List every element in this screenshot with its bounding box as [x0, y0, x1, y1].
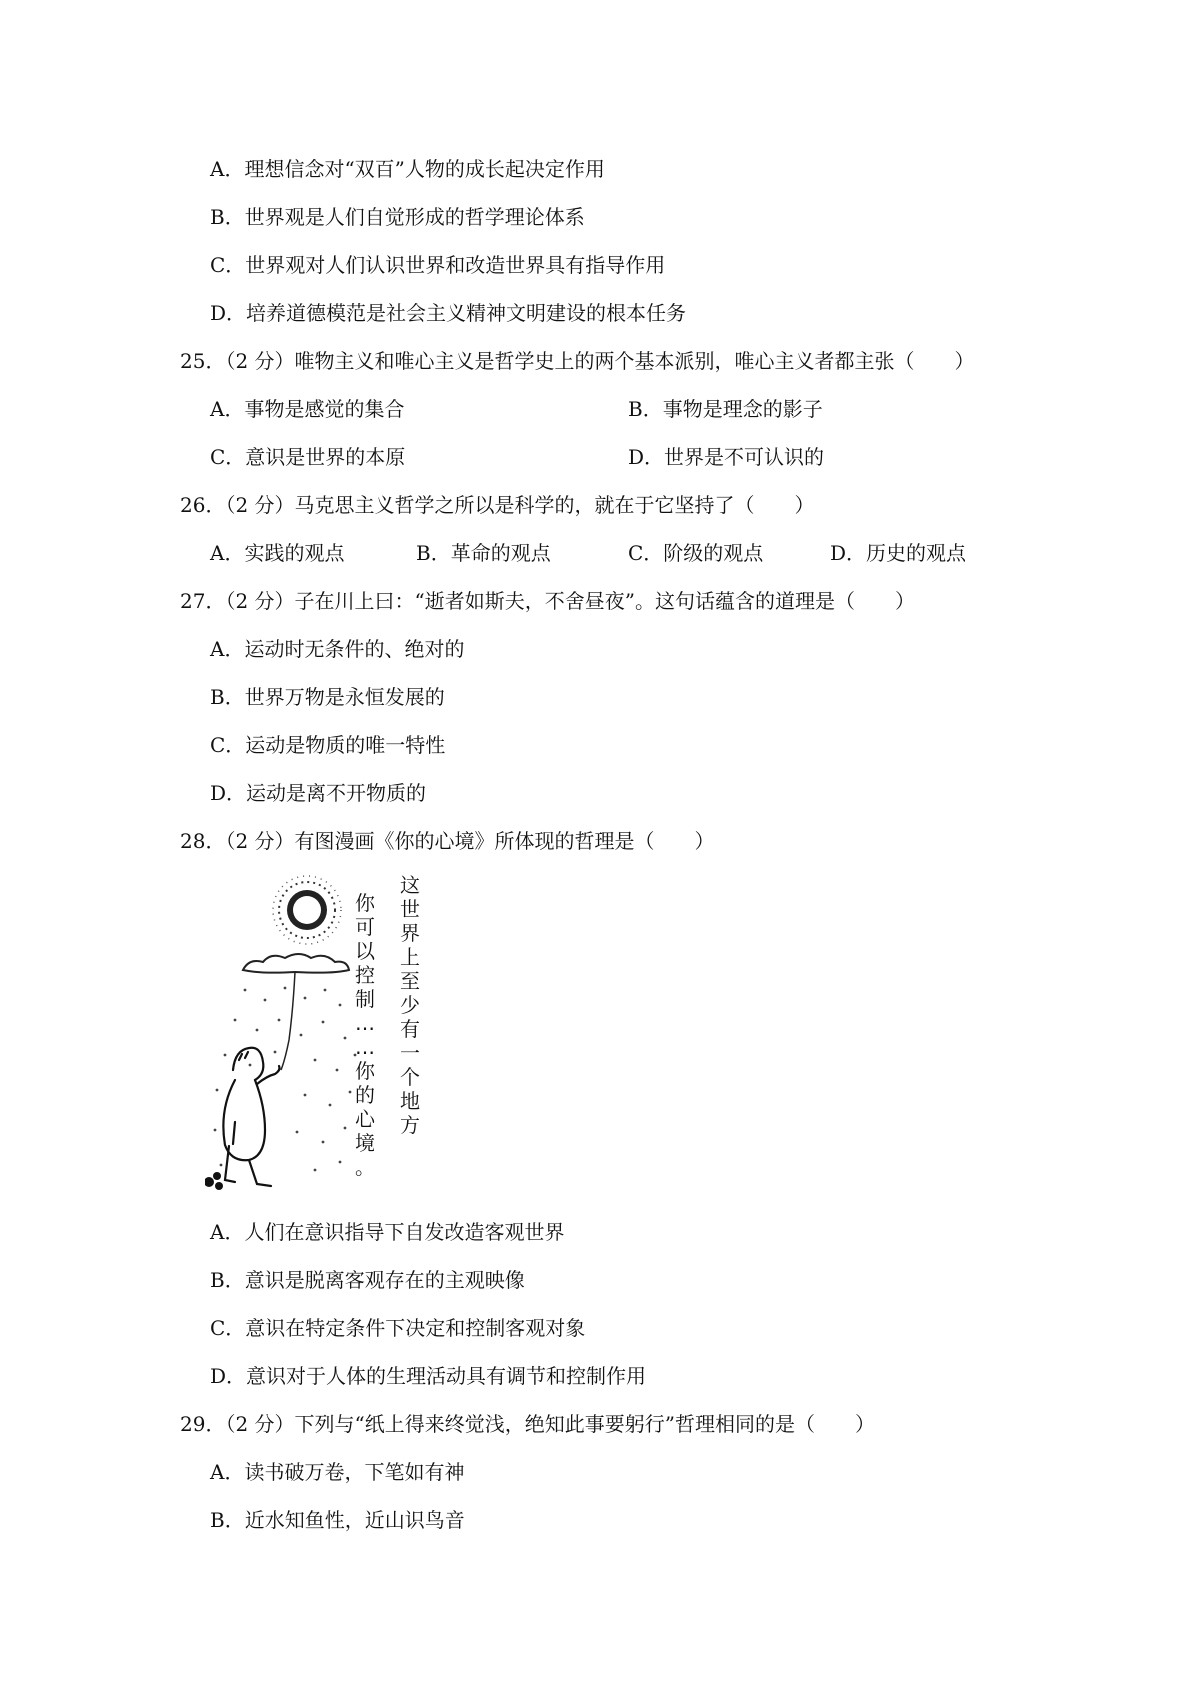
q25-option-b: B．事物是理念的影子	[628, 397, 823, 421]
q28-option-d: D．意识对于人体的生理活动具有调节和控制作用	[210, 1364, 647, 1388]
q28-option-a: A．人们在意识指导下自发改造客观世界	[210, 1220, 565, 1244]
q24-option-c: C．世界观对人们认识世界和改造世界具有指导作用	[210, 253, 666, 277]
kite-string	[281, 972, 295, 1070]
q27-option-c: C．运动是物质的唯一特性	[210, 733, 446, 757]
q27-option-a: A．运动时无条件的、绝对的	[210, 637, 465, 661]
q27-stem: 27．（2 分）子在川上曰：“逝者如斯夫，不舍昼夜”。这句话蕴含的道理是（ ）	[180, 589, 915, 613]
q26-option-b: B．革命的观点	[416, 541, 551, 565]
flower-icon	[205, 1172, 223, 1190]
q27-option-b: B．世界万物是永恒发展的	[210, 685, 445, 709]
cartoon-text-column-2: 你可以控制… …你的心境。	[355, 891, 375, 1179]
q28-option-b: B．意识是脱离客观存在的主观映像	[210, 1268, 525, 1292]
cloud-icon	[243, 954, 349, 973]
sun-icon	[273, 876, 341, 944]
q29-option-a: A．读书破万卷，下笔如有神	[210, 1460, 465, 1484]
person-figure	[223, 1048, 279, 1186]
cartoon-your-mood	[205, 870, 465, 1200]
q29-stem: 29．（2 分）下列与“纸上得来终觉浅，绝知此事要躬行”哲理相同的是（ ）	[180, 1412, 875, 1436]
q25-option-a: A．事物是感觉的集合	[210, 397, 405, 421]
q24-option-a: A．理想信念对“双百”人物的成长起决定作用	[210, 157, 605, 181]
q28-stem: 28．（2 分）有图漫画《你的心境》所体现的哲理是（ ）	[180, 829, 715, 853]
cartoon-text-column-1: 这世界上至少有一个地方	[400, 873, 420, 1137]
q28-option-c: C．意识在特定条件下决定和控制客观对象	[210, 1316, 586, 1340]
q27-option-d: D．运动是离不开物质的	[210, 781, 427, 805]
q25-stem: 25．（2 分）唯物主义和唯心主义是哲学史上的两个基本派别，唯心主义者都主张（ ）	[180, 349, 975, 373]
q24-option-b: B．世界观是人们自觉形成的哲学理论体系	[210, 205, 585, 229]
q29-option-b: B．近水知鱼性，近山识鸟音	[210, 1508, 465, 1532]
q26-stem: 26．（2 分）马克思主义哲学之所以是科学的，就在于它坚持了（ ）	[180, 493, 815, 517]
q24-option-d: D．培养道德模范是社会主义精神文明建设的根本任务	[210, 301, 687, 325]
q25-option-c: C．意识是世界的本原	[210, 445, 406, 469]
q25-option-d: D．世界是不可认识的	[628, 445, 825, 469]
q26-option-d: D．历史的观点	[830, 541, 967, 565]
q26-option-a: A．实践的观点	[210, 541, 345, 565]
q26-option-c: C．阶级的观点	[628, 541, 764, 565]
